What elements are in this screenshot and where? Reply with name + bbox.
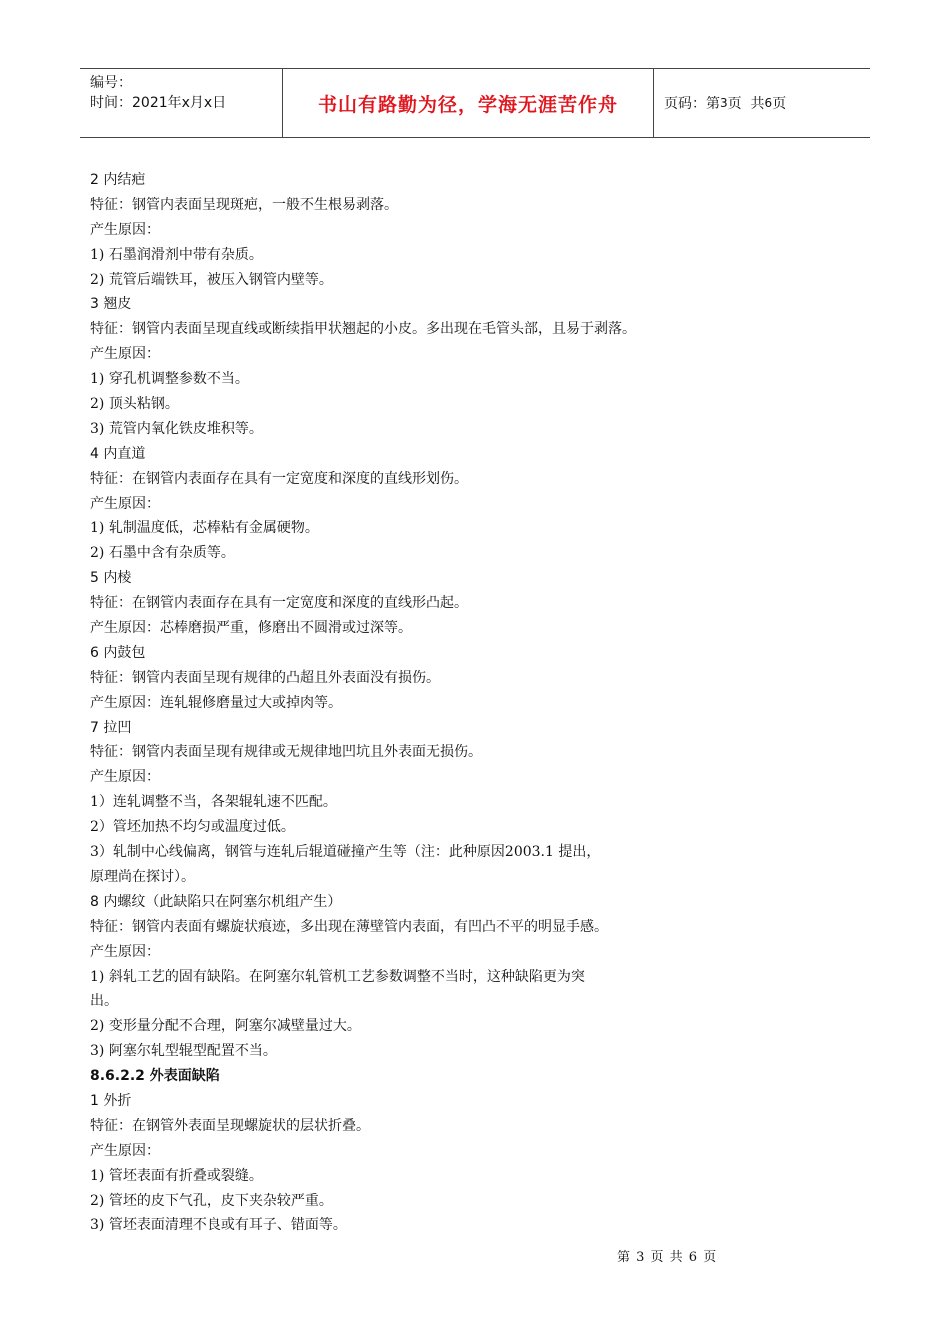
paragraph-line: 产生原因： <box>90 769 160 786</box>
paragraph-line: 特征：在钢管内表面存在具有一定宽度和深度的直线形凸起。 <box>90 595 468 612</box>
paragraph-line: 特征：钢管内表面有螺旋状痕迹，多出现在薄壁管内表面，有凹凸不平的明显手感。 <box>90 918 608 935</box>
paragraph-line: 2) 荒管后端铁耳，被压入钢管内壁等。 <box>90 271 333 288</box>
paragraph-line: 2) 石墨中含有杂质等。 <box>90 545 235 562</box>
section-heading: 4 内直道 <box>90 445 146 462</box>
section-heading: 8.6.2.2 外表面缺陷 <box>90 1068 220 1085</box>
paragraph-line: 产生原因： <box>90 943 160 960</box>
paragraph-line: 产生原因： <box>90 346 160 363</box>
paragraph-line: 特征：钢管内表面呈现有规律的凸超且外表面没有损伤。 <box>90 669 440 686</box>
paragraph-line: 1) 管坯表面有折叠或裂缝。 <box>90 1167 263 1184</box>
paragraph-line: 1) 穿孔机调整参数不当。 <box>90 371 249 388</box>
section-heading: 3 翘皮 <box>90 296 132 313</box>
paragraph-line: 特征：在钢管外表面呈现螺旋状的层状折叠。 <box>90 1117 370 1134</box>
paragraph-line: 特征：钢管内表面呈现有规律或无规律地凹坑且外表面无损伤。 <box>90 744 482 761</box>
document-date: 时间：2021年x月x日 <box>90 95 227 111</box>
paragraph-line: 3) 管坯表面清理不良或有耳子、错面等。 <box>90 1217 347 1234</box>
section-heading: 5 内棱 <box>90 570 132 587</box>
paragraph-line: 产生原因： <box>90 221 160 238</box>
paragraph-line: 特征：钢管内表面呈现斑疤，一般不生根易剥落。 <box>90 196 398 213</box>
paragraph-line: 2) 变形量分配不合理，阿塞尔减壁量过大。 <box>90 1018 361 1035</box>
header-page-info <box>654 69 870 137</box>
section-heading: 2 内结疤 <box>90 172 146 188</box>
page-current: 3 <box>720 96 728 110</box>
paragraph-line: 产生原因：连轧辊修磨量过大或掉肉等。 <box>90 694 342 711</box>
document-body <box>90 168 850 1238</box>
page-footer: 第 3 页 共 6 页 <box>617 1250 718 1265</box>
page-prefix: 页码：第 <box>664 96 720 112</box>
header-meta <box>80 69 282 137</box>
page-header <box>80 68 870 138</box>
paragraph-line: 2）管坯加热不均匀或温度过低。 <box>90 819 295 836</box>
paragraph-line: 特征：在钢管内表面存在具有一定宽度和深度的直线形划伤。 <box>90 470 468 487</box>
paragraph-line: 2) 管坯的皮下气孔，皮下夹杂较严重。 <box>90 1192 333 1209</box>
paragraph-line: 出。 <box>90 993 118 1010</box>
paragraph-line: 1) 斜轧工艺的固有缺陷。在阿塞尔轧管机工艺参数调整不当时，这种缺陷更为突 <box>90 968 585 985</box>
section-heading: 6 内鼓包 <box>90 644 146 661</box>
section-heading: 1 外折 <box>90 1092 132 1109</box>
paragraph-line: 特征：钢管内表面呈现直线或断续指甲状翘起的小皮。多出现在毛管头部，且易于剥落。 <box>90 321 636 338</box>
paragraph-line: 产生原因： <box>90 495 160 512</box>
header-motto: 书山有路勤为径，学海无涯苦作舟 <box>282 69 654 137</box>
paragraph-line: 3) 阿塞尔轧型辊型配置不当。 <box>90 1043 277 1060</box>
paragraph-line: 原理尚在探讨）。 <box>90 868 195 885</box>
page-mid: 页 共 <box>727 96 765 112</box>
paragraph-line: 1) 石墨润滑剂中带有杂质。 <box>90 246 263 263</box>
page-suffix: 页 <box>772 96 787 112</box>
document-number-label: 编号： <box>90 75 132 91</box>
page-total: 6 <box>764 96 773 110</box>
paragraph-line: 产生原因： <box>90 1142 160 1159</box>
paragraph-line: 2) 顶头粘钢。 <box>90 396 179 413</box>
paragraph-line: 产生原因：芯棒磨损严重，修磨出不圆滑或过深等。 <box>90 620 412 637</box>
paragraph-line: 3）轧制中心线偏离，钢管与连轧后辊道碰撞产生等（注：此种原因2003.1 提出， <box>90 844 601 861</box>
section-heading: 8 内螺纹（此缺陷只在阿塞尔机组产生） <box>90 893 342 910</box>
paragraph-line: 1）连轧调整不当，各架辊轧速不匹配。 <box>90 794 337 811</box>
paragraph-line: 1) 轧制温度低，芯棒粘有金属硬物。 <box>90 520 319 537</box>
section-heading: 7 拉凹 <box>90 719 132 736</box>
paragraph-line: 3) 荒管内氧化铁皮堆积等。 <box>90 420 263 437</box>
